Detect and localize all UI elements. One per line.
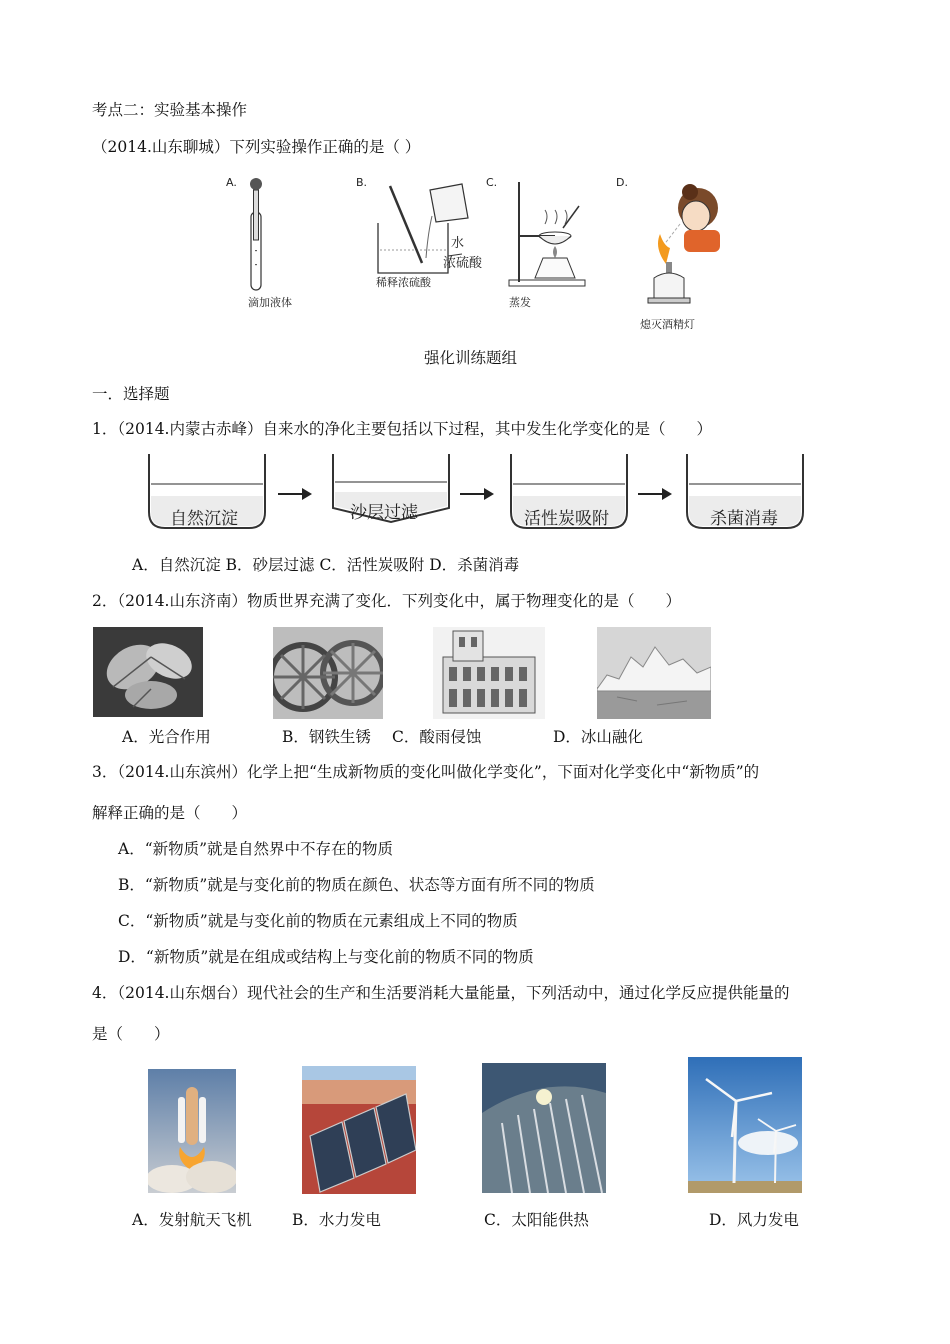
question-3-stem-line2: 解释正确的是（ ） xyxy=(92,804,248,822)
q2-option-d: D．冰山融化 xyxy=(553,728,643,746)
arrow-icon xyxy=(276,484,316,504)
melting-iceberg-photo xyxy=(597,627,711,719)
evaporation-diagram xyxy=(505,178,595,290)
wind-turbine-photo xyxy=(688,1057,802,1193)
label-conc-acid: 浓硫酸 xyxy=(443,256,483,271)
q2-option-c: C．酸雨侵蚀 xyxy=(392,728,482,746)
space-shuttle-photo xyxy=(148,1069,236,1193)
rusting-iron-photo xyxy=(273,627,383,719)
option-c-letter: C. xyxy=(486,176,498,189)
question-0-stem: （2014.山东聊城）下列实验操作正确的是（ ） xyxy=(92,138,421,156)
test-tube-dropper-diagram xyxy=(236,172,276,294)
question-1-options: A．自然沉淀 B．砂层过滤 C．活性炭吸附 D．杀菌消毒 xyxy=(132,556,520,574)
photosynthesis-photo xyxy=(93,627,203,717)
solar-heater-photo xyxy=(302,1066,416,1194)
question-4-stem-line2: 是（ ） xyxy=(92,1025,170,1043)
q2-option-b: B．钢铁生锈 xyxy=(282,728,371,746)
group-title: 强化训练题组 xyxy=(424,349,518,367)
q3-option-d: D．“新物质”就是在组成或结构上与变化前的物质不同的物质 xyxy=(118,948,534,966)
question-3-stem-line1: 3．（2014.山东滨州）化学上把“生成新物质的变化叫做化学变化”，下面对化学变化中“新物质”的 xyxy=(92,763,760,781)
option-b-letter: B. xyxy=(356,176,368,189)
label-water: 水 xyxy=(451,236,465,251)
option-d-letter: D. xyxy=(616,176,628,189)
q3-option-b: B．“新物质”就是与变化前的物质在颜色、状态等方面有所不同的物质 xyxy=(118,876,595,894)
q2-option-a: A．光合作用 xyxy=(122,728,211,746)
step-sedimentation: 自然沉淀 xyxy=(170,509,238,529)
part-title: 一．选择题 xyxy=(92,385,170,403)
option-a-letter: A. xyxy=(226,176,237,189)
step-carbon-adsorption: 活性炭吸附 xyxy=(524,509,609,529)
arrow-icon xyxy=(636,484,676,504)
question-2-stem: 2．（2014.山东济南）物质世界充满了变化．下列变化中，属于物理变化的是（ ） xyxy=(92,592,681,610)
q4-option-b: B．水力发电 xyxy=(292,1211,381,1229)
caption-a: 滴加液体 xyxy=(248,296,292,309)
step-disinfection: 杀菌消毒 xyxy=(710,509,778,529)
caption-d: 熄灭酒精灯 xyxy=(640,318,695,331)
hydro-dam-photo xyxy=(482,1063,606,1193)
caption-c: 蒸发 xyxy=(509,296,531,309)
question-4-stem-line1: 4．（2014.山东烟台）现代社会的生产和生活要消耗大量能量，下列活动中，通过化学反应提供能量的 xyxy=(92,984,790,1002)
q4-option-a: A．发射航天飞机 xyxy=(132,1211,252,1229)
arrow-icon xyxy=(458,484,498,504)
question-1-stem: 1．（2014.内蒙古赤峰）自来水的净化主要包括以下过程，其中发生化学变化的是（ ） xyxy=(92,420,712,438)
step-sand-filter: 沙层过滤 xyxy=(350,503,418,523)
q4-option-d: D．风力发电 xyxy=(709,1211,799,1229)
q3-option-a: A．“新物质”就是自然界中不存在的物质 xyxy=(118,840,394,858)
q4-option-c: C．太阳能供热 xyxy=(484,1211,589,1229)
section-title: 考点二：实验基本操作 xyxy=(92,101,248,119)
blow-out-lamp-diagram xyxy=(640,178,730,312)
acid-rain-building-photo xyxy=(433,627,545,719)
q3-option-c: C．“新物质”就是与变化前的物质在元素组成上不同的物质 xyxy=(118,912,518,930)
caption-b: 稀释浓硫酸 xyxy=(376,276,431,289)
